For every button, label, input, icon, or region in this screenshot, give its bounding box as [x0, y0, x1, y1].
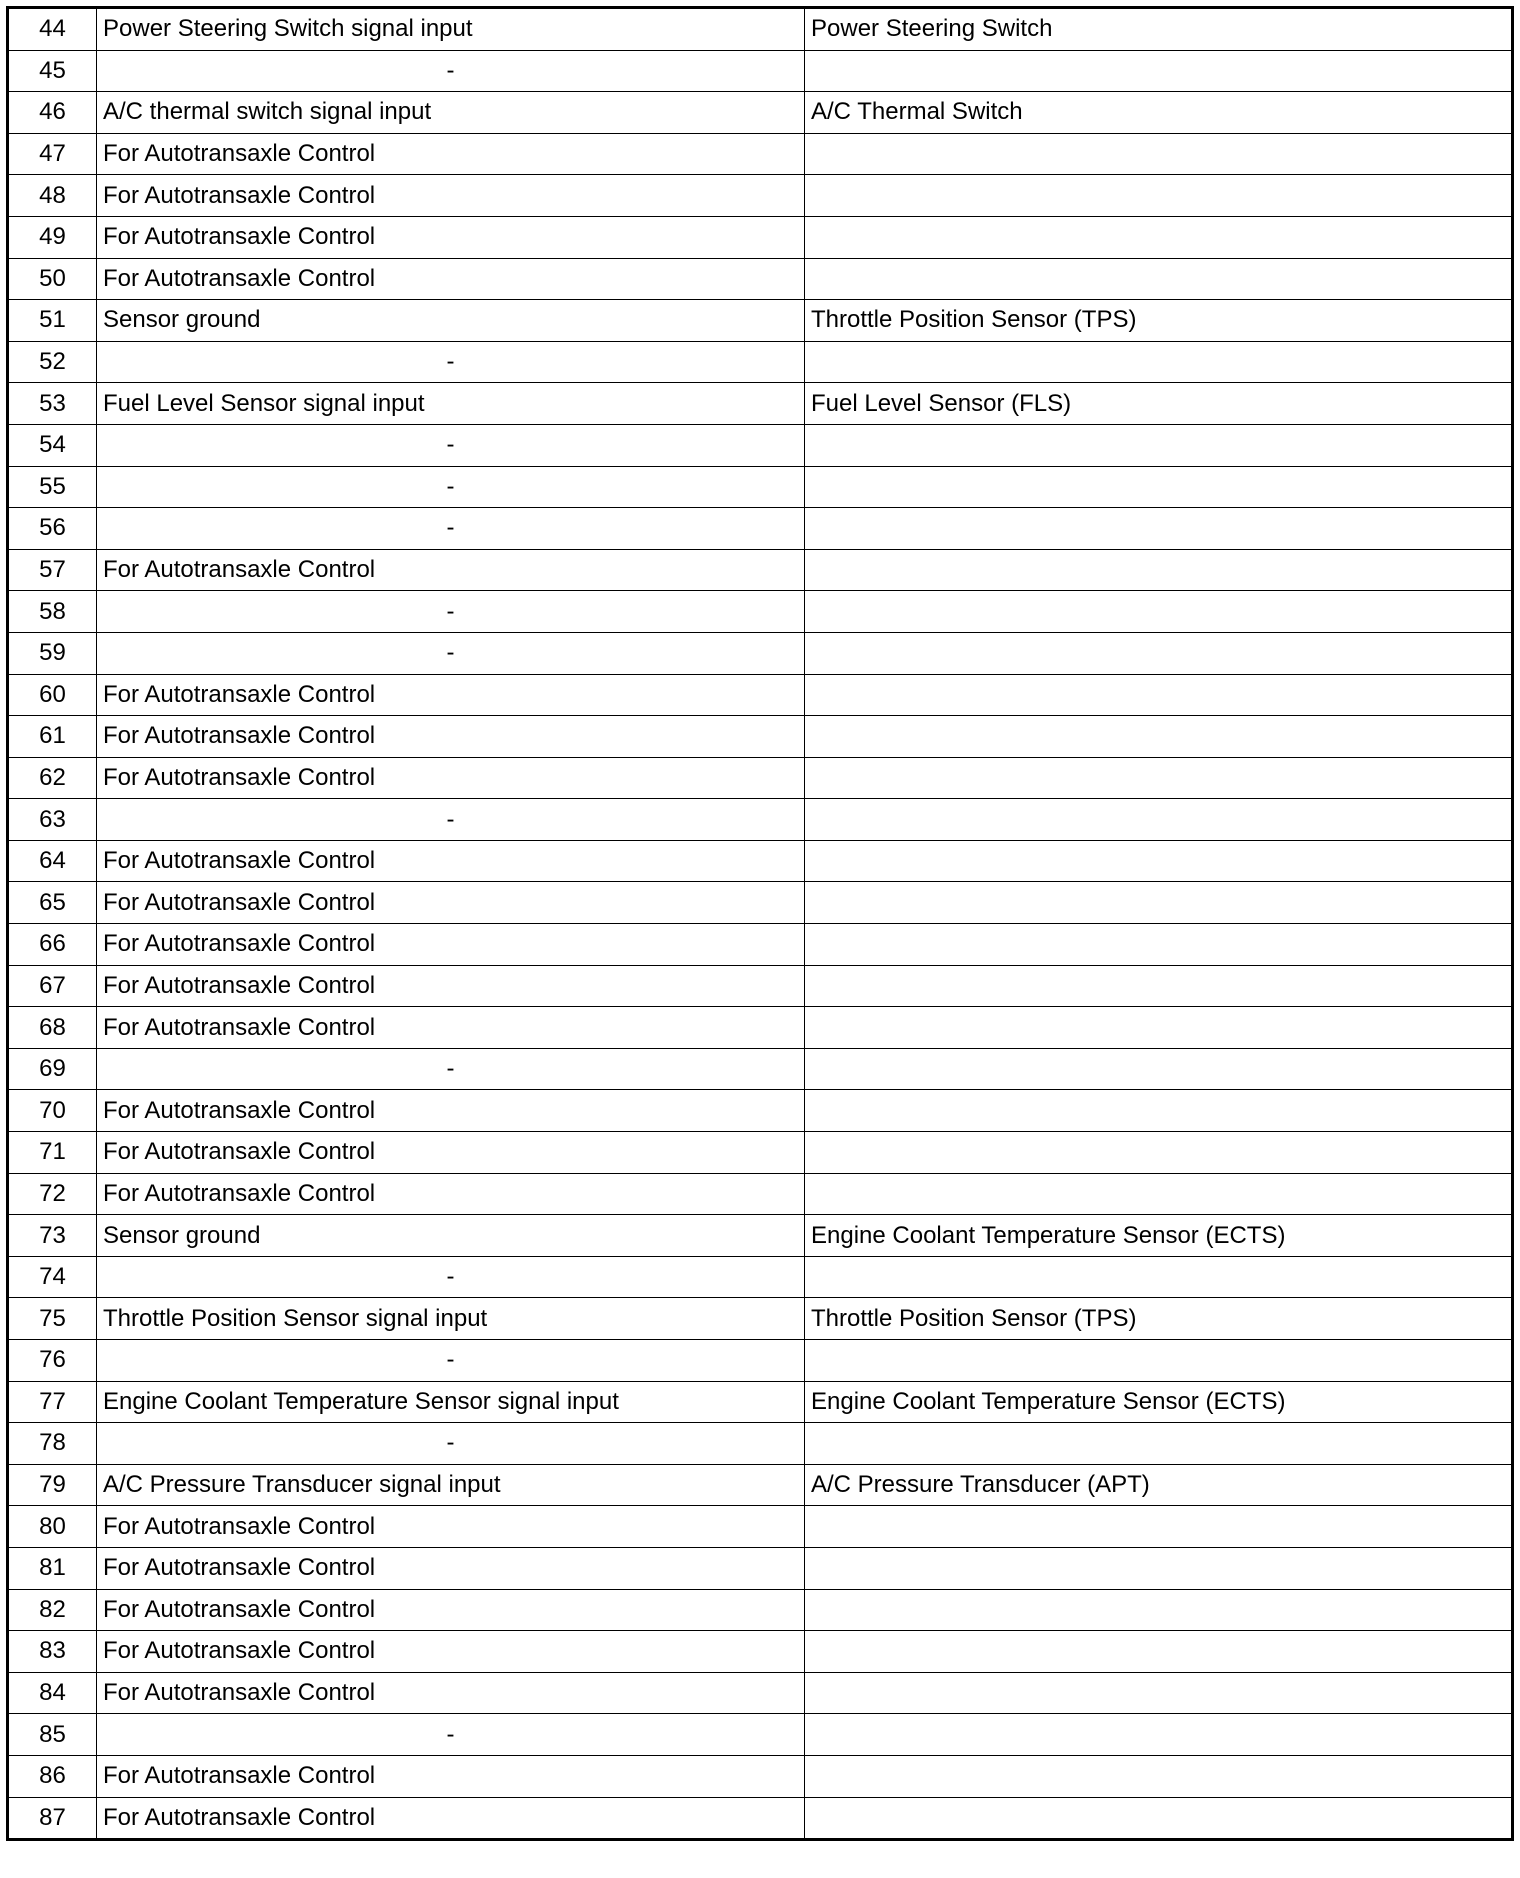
pin-description-cell: For Autotransaxle Control [97, 1506, 805, 1548]
pin-number-cell: 75 [8, 1298, 97, 1340]
pin-function-table [6, 6, 1514, 1841]
pin-description-cell: - [97, 50, 805, 92]
pin-description-cell: A/C thermal switch signal input [97, 92, 805, 134]
connected-to-cell [805, 1714, 1513, 1756]
connected-to-cell [805, 591, 1513, 633]
pin-number-cell: 47 [8, 133, 97, 175]
connected-to-cell [805, 757, 1513, 799]
connected-to-cell [805, 1340, 1513, 1382]
connected-to-cell [805, 882, 1513, 924]
connected-to-cell: A/C Thermal Switch [805, 92, 1513, 134]
pin-number-cell: 85 [8, 1714, 97, 1756]
pin-description-cell: For Autotransaxle Control [97, 1547, 805, 1589]
connected-to-cell [805, 1007, 1513, 1049]
pin-description-cell: For Autotransaxle Control [97, 549, 805, 591]
pin-number-cell: 77 [8, 1381, 97, 1423]
connected-to-cell [805, 799, 1513, 841]
pin-number-cell: 58 [8, 591, 97, 633]
table-row [8, 92, 1513, 134]
pin-number-cell: 80 [8, 1506, 97, 1548]
pin-number-cell: 82 [8, 1589, 97, 1631]
pin-number-cell: 76 [8, 1340, 97, 1382]
pin-description-cell: - [97, 1423, 805, 1465]
pin-number-cell: 51 [8, 300, 97, 342]
connected-to-cell: Engine Coolant Temperature Sensor (ECTS) [805, 1215, 1513, 1257]
connected-to-cell: A/C Pressure Transducer (APT) [805, 1464, 1513, 1506]
pin-number-cell: 73 [8, 1215, 97, 1257]
pin-description-cell: - [97, 799, 805, 841]
pin-description-cell: Throttle Position Sensor signal input [97, 1298, 805, 1340]
table-row [8, 341, 1513, 383]
pin-description-cell: For Autotransaxle Control [97, 216, 805, 258]
pin-number-cell: 44 [8, 8, 97, 51]
table-row [8, 1797, 1513, 1840]
connected-to-cell [805, 1090, 1513, 1132]
connected-to-cell [805, 175, 1513, 217]
pin-description-cell: For Autotransaxle Control [97, 1132, 805, 1174]
table-row [8, 1672, 1513, 1714]
pin-number-cell: 63 [8, 799, 97, 841]
table-row [8, 1589, 1513, 1631]
table-row [8, 1048, 1513, 1090]
table-row [8, 1381, 1513, 1423]
pin-description-cell: - [97, 1256, 805, 1298]
table-row [8, 50, 1513, 92]
connected-to-cell: Throttle Position Sensor (TPS) [805, 1298, 1513, 1340]
pin-description-cell: For Autotransaxle Control [97, 716, 805, 758]
table-row [8, 1631, 1513, 1673]
table-row [8, 757, 1513, 799]
connected-to-cell [805, 466, 1513, 508]
table-row [8, 1173, 1513, 1215]
pin-description-cell: For Autotransaxle Control [97, 840, 805, 882]
pin-number-cell: 78 [8, 1423, 97, 1465]
connected-to-cell [805, 1755, 1513, 1797]
connected-to-cell [805, 216, 1513, 258]
table-row [8, 175, 1513, 217]
pin-number-cell: 84 [8, 1672, 97, 1714]
table-row [8, 466, 1513, 508]
pin-description-cell: For Autotransaxle Control [97, 133, 805, 175]
pin-table-body [8, 8, 1513, 1840]
table-row [8, 716, 1513, 758]
table-row [8, 1464, 1513, 1506]
table-row [8, 840, 1513, 882]
pin-description-cell: - [97, 1714, 805, 1756]
pin-description-cell: For Autotransaxle Control [97, 1090, 805, 1132]
pin-description-cell: Power Steering Switch signal input [97, 8, 805, 51]
pin-number-cell: 60 [8, 674, 97, 716]
pin-number-cell: 50 [8, 258, 97, 300]
table-row [8, 1215, 1513, 1257]
table-row [8, 1007, 1513, 1049]
connected-to-cell [805, 1132, 1513, 1174]
pin-description-cell: - [97, 424, 805, 466]
pin-description-cell: For Autotransaxle Control [97, 965, 805, 1007]
pin-description-cell: For Autotransaxle Control [97, 1631, 805, 1673]
pin-number-cell: 83 [8, 1631, 97, 1673]
pin-description-cell: - [97, 466, 805, 508]
table-row [8, 799, 1513, 841]
table-row [8, 1090, 1513, 1132]
table-row [8, 258, 1513, 300]
connected-to-cell [805, 1506, 1513, 1548]
pin-number-cell: 70 [8, 1090, 97, 1132]
pin-number-cell: 55 [8, 466, 97, 508]
connected-to-cell [805, 1256, 1513, 1298]
connected-to-cell [805, 1423, 1513, 1465]
pin-description-cell: For Autotransaxle Control [97, 1173, 805, 1215]
table-row [8, 1714, 1513, 1756]
connected-to-cell [805, 549, 1513, 591]
connected-to-cell [805, 258, 1513, 300]
table-row [8, 1340, 1513, 1382]
pin-number-cell: 59 [8, 632, 97, 674]
connected-to-cell [805, 1797, 1513, 1840]
pin-description-cell: For Autotransaxle Control [97, 757, 805, 799]
pin-number-cell: 86 [8, 1755, 97, 1797]
pin-number-cell: 57 [8, 549, 97, 591]
connected-to-cell: Power Steering Switch [805, 8, 1513, 51]
table-row [8, 1256, 1513, 1298]
connected-to-cell: Throttle Position Sensor (TPS) [805, 300, 1513, 342]
connected-to-cell [805, 50, 1513, 92]
connected-to-cell [805, 965, 1513, 1007]
table-row [8, 882, 1513, 924]
table-row [8, 924, 1513, 966]
pin-description-cell: - [97, 1340, 805, 1382]
pin-description-cell: For Autotransaxle Control [97, 674, 805, 716]
table-row [8, 383, 1513, 425]
pin-description-cell: Sensor ground [97, 1215, 805, 1257]
pin-description-cell: - [97, 341, 805, 383]
pin-number-cell: 61 [8, 716, 97, 758]
pin-number-cell: 62 [8, 757, 97, 799]
table-row [8, 1506, 1513, 1548]
pin-number-cell: 52 [8, 341, 97, 383]
pin-number-cell: 45 [8, 50, 97, 92]
pin-number-cell: 65 [8, 882, 97, 924]
pin-description-cell: For Autotransaxle Control [97, 1797, 805, 1840]
table-row [8, 216, 1513, 258]
connected-to-cell [805, 1672, 1513, 1714]
pin-number-cell: 53 [8, 383, 97, 425]
pin-number-cell: 68 [8, 1007, 97, 1049]
pin-number-cell: 72 [8, 1173, 97, 1215]
table-row [8, 1423, 1513, 1465]
pin-number-cell: 46 [8, 92, 97, 134]
table-row [8, 508, 1513, 550]
pin-description-cell: For Autotransaxle Control [97, 882, 805, 924]
pin-number-cell: 54 [8, 424, 97, 466]
pin-description-cell: For Autotransaxle Control [97, 1589, 805, 1631]
pin-description-cell: For Autotransaxle Control [97, 175, 805, 217]
pin-description-cell: For Autotransaxle Control [97, 1007, 805, 1049]
table-row [8, 1547, 1513, 1589]
pin-description-cell: For Autotransaxle Control [97, 1755, 805, 1797]
pin-number-cell: 49 [8, 216, 97, 258]
connected-to-cell [805, 341, 1513, 383]
connected-to-cell [805, 1048, 1513, 1090]
pin-description-cell: For Autotransaxle Control [97, 258, 805, 300]
table-row [8, 632, 1513, 674]
pin-number-cell: 64 [8, 840, 97, 882]
connected-to-cell [805, 674, 1513, 716]
table-row [8, 965, 1513, 1007]
table-row [8, 549, 1513, 591]
pin-description-cell: A/C Pressure Transducer signal input [97, 1464, 805, 1506]
connected-to-cell [805, 508, 1513, 550]
connected-to-cell: Engine Coolant Temperature Sensor (ECTS) [805, 1381, 1513, 1423]
pin-number-cell: 79 [8, 1464, 97, 1506]
connected-to-cell [805, 1547, 1513, 1589]
connected-to-cell [805, 1589, 1513, 1631]
pin-number-cell: 67 [8, 965, 97, 1007]
connected-to-cell [805, 1631, 1513, 1673]
table-row [8, 674, 1513, 716]
connected-to-cell [805, 632, 1513, 674]
table-row [8, 300, 1513, 342]
pin-description-cell: - [97, 632, 805, 674]
pin-number-cell: 66 [8, 924, 97, 966]
pin-number-cell: 56 [8, 508, 97, 550]
table-row [8, 1755, 1513, 1797]
connected-to-cell [805, 1173, 1513, 1215]
connected-to-cell [805, 840, 1513, 882]
pin-number-cell: 74 [8, 1256, 97, 1298]
connected-to-cell [805, 424, 1513, 466]
table-row [8, 8, 1513, 51]
pin-number-cell: 87 [8, 1797, 97, 1840]
table-row [8, 133, 1513, 175]
pin-number-cell: 81 [8, 1547, 97, 1589]
connected-to-cell [805, 133, 1513, 175]
pin-number-cell: 48 [8, 175, 97, 217]
pin-description-cell: - [97, 591, 805, 633]
connected-to-cell: Fuel Level Sensor (FLS) [805, 383, 1513, 425]
pin-description-cell: - [97, 1048, 805, 1090]
pin-description-cell: For Autotransaxle Control [97, 924, 805, 966]
table-row [8, 424, 1513, 466]
pin-description-cell: - [97, 508, 805, 550]
table-row [8, 1132, 1513, 1174]
pin-number-cell: 69 [8, 1048, 97, 1090]
connected-to-cell [805, 924, 1513, 966]
table-row [8, 591, 1513, 633]
pin-description-cell: Engine Coolant Temperature Sensor signal input [97, 1381, 805, 1423]
pin-description-cell: Fuel Level Sensor signal input [97, 383, 805, 425]
table-row [8, 1298, 1513, 1340]
pin-number-cell: 71 [8, 1132, 97, 1174]
connected-to-cell [805, 716, 1513, 758]
pin-description-cell: For Autotransaxle Control [97, 1672, 805, 1714]
pin-description-cell: Sensor ground [97, 300, 805, 342]
